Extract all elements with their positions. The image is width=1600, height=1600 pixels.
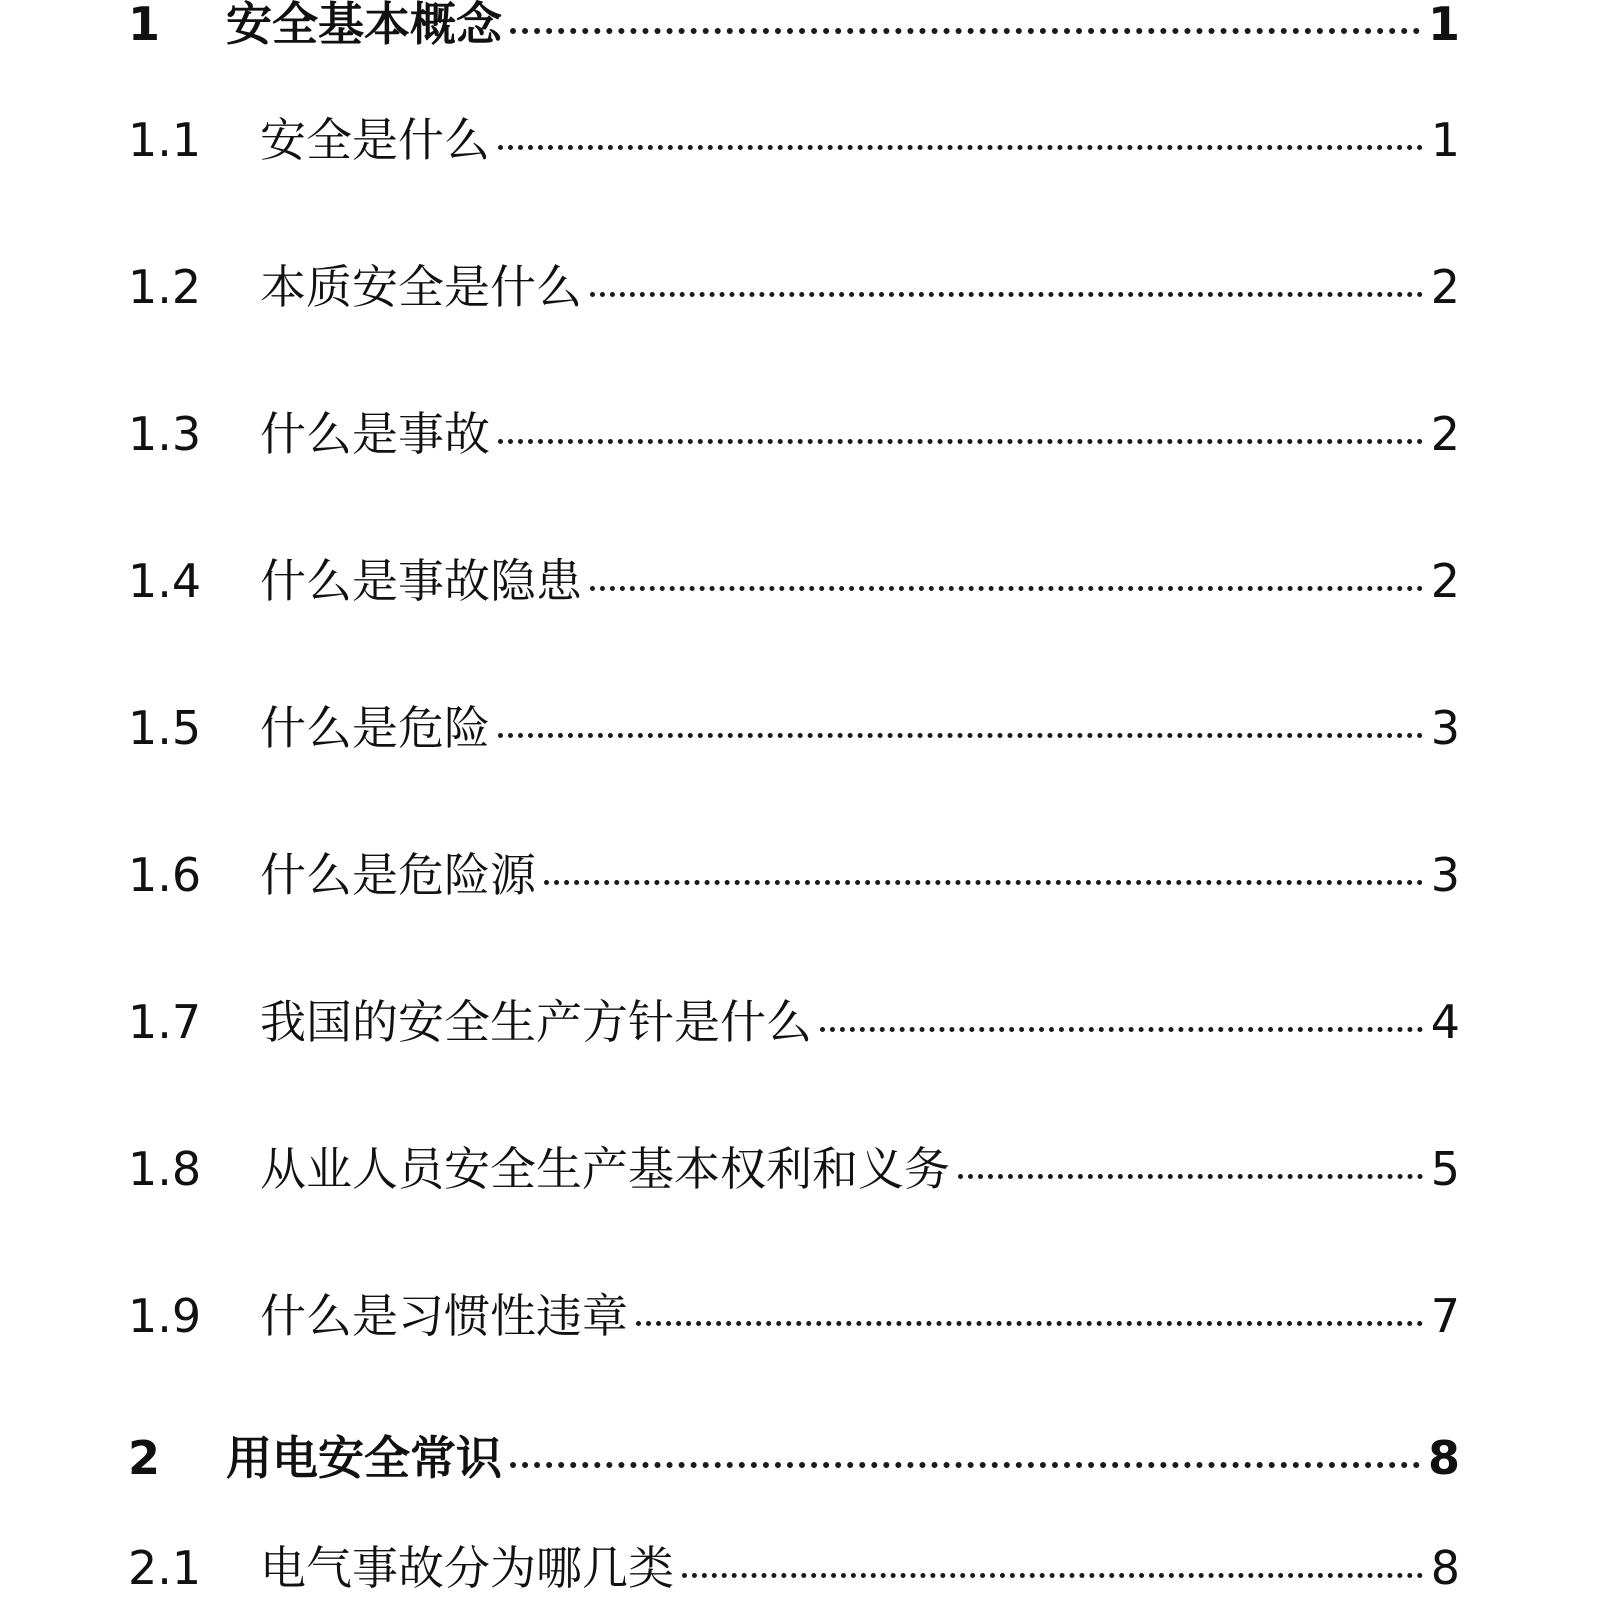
toc-number: 1.4 (128, 554, 202, 608)
toc-title: 从业人员安全生产基本权利和义务 (260, 1142, 950, 1196)
dot-leader (510, 1462, 1420, 1468)
toc-title: 什么是事故 (260, 407, 490, 461)
dot-leader (590, 292, 1423, 297)
dot-leader (498, 145, 1423, 150)
dot-leader (544, 880, 1423, 885)
toc-page-number: 8 (1427, 1431, 1460, 1485)
toc-section-1-1[interactable] (128, 104, 1460, 170)
toc-title: 我国的安全生产方针是什么 (260, 995, 812, 1049)
toc-page-number: 5 (1430, 1142, 1460, 1196)
toc-page-number: 7 (1430, 1289, 1460, 1343)
toc-title: 安全基本概念 (226, 0, 502, 51)
dot-leader (820, 1027, 1423, 1032)
toc-number: 1.8 (128, 1142, 202, 1196)
toc-page-number: 1 (1427, 0, 1460, 51)
toc-section-1-9[interactable] (128, 1280, 1460, 1346)
dot-leader (958, 1174, 1423, 1179)
toc-title: 什么是危险 (260, 701, 490, 755)
dot-leader (636, 1321, 1423, 1326)
toc-number: 1.7 (128, 995, 202, 1049)
dot-leader (590, 586, 1423, 591)
toc-number: 1.9 (128, 1289, 202, 1343)
toc-title: 什么是事故隐患 (260, 554, 582, 608)
toc-section-1-7[interactable] (128, 986, 1460, 1052)
toc-title: 安全是什么 (260, 113, 490, 167)
toc-chapter-1[interactable] (128, 0, 1460, 54)
toc-number: 1 (128, 0, 161, 51)
toc-page-number: 3 (1430, 848, 1460, 902)
toc-section-1-4[interactable] (128, 545, 1460, 611)
toc-title: 什么是危险源 (260, 848, 536, 902)
toc-page-number: 8 (1430, 1541, 1460, 1595)
toc-page-number: 1 (1430, 113, 1460, 167)
toc-number: 2 (128, 1431, 161, 1485)
toc-section-1-8[interactable] (128, 1133, 1460, 1199)
toc-chapter-2[interactable] (128, 1422, 1460, 1488)
toc-number: 1.1 (128, 113, 202, 167)
toc-page-number: 2 (1430, 554, 1460, 608)
dot-leader (498, 439, 1423, 444)
toc-section-1-3[interactable] (128, 398, 1460, 464)
toc-page-number: 4 (1430, 995, 1460, 1049)
toc-number: 1.5 (128, 701, 202, 755)
toc-title: 用电安全常识 (226, 1431, 502, 1485)
dot-leader (682, 1573, 1423, 1578)
dot-leader (498, 733, 1423, 738)
toc-section-1-5[interactable] (128, 692, 1460, 758)
toc-number: 2.1 (128, 1541, 202, 1595)
toc-page-number: 2 (1430, 260, 1460, 314)
toc-section-2-1[interactable] (128, 1532, 1460, 1598)
toc-number: 1.2 (128, 260, 202, 314)
toc-number: 1.3 (128, 407, 202, 461)
dot-leader (510, 28, 1420, 34)
toc-title: 本质安全是什么 (260, 260, 582, 314)
toc-page-number: 2 (1430, 407, 1460, 461)
toc-title: 电气事故分为哪几类 (260, 1541, 674, 1595)
toc-number: 1.6 (128, 848, 202, 902)
toc-section-1-2[interactable] (128, 251, 1460, 317)
toc-page-number: 3 (1430, 701, 1460, 755)
toc-section-1-6[interactable] (128, 839, 1460, 905)
toc-title: 什么是习惯性违章 (260, 1289, 628, 1343)
